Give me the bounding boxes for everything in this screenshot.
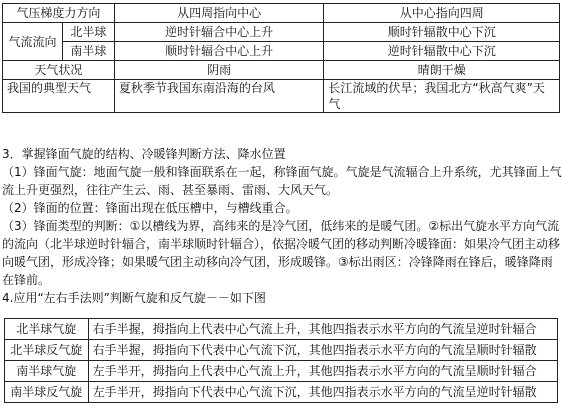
hand-rule-value: 左手半开，拇指向上代表中心气流上升，其他四指表示水平方向的气流呈顺时针辐合 — [88, 361, 557, 382]
typical-anticyclone-cell — [324, 80, 560, 113]
paragraph-1-line-1: （1）锋面气旋：地面气旋一般和锋面联系在一起，称锋面气旋。气旋是气流辐合上升系统，尤其锋面上气 — [2, 165, 562, 179]
north-anticyclone-cell: 顺时针辐散中心下沉 — [324, 23, 560, 42]
north-cyclone-cell: 逆时针辐合中心上升 — [114, 23, 324, 42]
table-row — [3, 42, 560, 61]
hand-rule-table — [4, 318, 558, 403]
table-row — [5, 319, 558, 340]
south-anticyclone-cell: 逆时针辐散中心下沉 — [324, 42, 560, 61]
paragraph-3-line-2: 的流向（北半球逆时针辐合，南半球顺时针辐合），依据冷暖气团的移动判断冷暖锋面：如果冷气团主动移 — [2, 237, 561, 251]
paragraph-3-line-1: （3）锋面类型的判断：①以槽线为界，高纬来的是冷气团，低纬来的是暖气团。②标出气旋水平方向气流 — [2, 219, 560, 233]
header-pressure-gradient: 气压梯度力方向 — [3, 4, 115, 23]
pressure-gradient-table — [2, 3, 560, 113]
table-row — [5, 361, 558, 382]
paragraph-3-line-3: 向暖气团，形成冷锋；如果暖气团主动移向冷气团，形成暖锋。③标出雨区：冷锋降雨在锋后，暖锋降雨 — [2, 255, 553, 269]
hand-rule-value: 左手半开，拇指向下代表中心气流下沉，其他四指表示水平方向的气流呈逆时针辐散 — [88, 382, 557, 403]
hand-rule-value: 右手半握，拇指向下代表中心气流下沉，其他四指表示水平方向的气流呈顺时针辐散 — [88, 340, 557, 361]
hand-rule-value: 右手半握，拇指向上代表中心气流上升，其他四指表示水平方向的气流呈逆时针辐合 — [88, 319, 557, 340]
table-row — [3, 80, 560, 113]
south-cyclone-cell: 顺时针辐合中心上升 — [114, 42, 324, 61]
table-row — [3, 4, 560, 23]
header-inward: 从四周指向中心 — [114, 4, 324, 23]
section-4-title: 4.应用“左右手法则”判断气旋和反气旋－－如下图 — [2, 291, 266, 305]
typical-anticyclone-line1: 长江流域的伏旱；我国北方“秋高气爽”天 — [328, 81, 545, 95]
table-row — [3, 23, 560, 42]
weather-cyclone-cell: 阴雨 — [114, 61, 324, 80]
header-outward: 从中心指向四周 — [324, 4, 560, 23]
paragraph-1-line-2: 流上升更强烈，往往产生云、雨、甚至暴雨、雷雨、大风天气。 — [2, 183, 339, 197]
hand-rule-key: 北半球反气旋 — [5, 340, 89, 361]
hand-rule-key: 北半球气旋 — [5, 319, 89, 340]
paragraph-3-line-4: 在锋前。 — [2, 273, 51, 287]
table-row — [3, 61, 560, 80]
airflow-label: 气流流向 — [3, 23, 63, 61]
table-row — [5, 340, 558, 361]
typical-cyclone-cell: 夏秋季节我国东南沿海的台风 — [114, 80, 324, 113]
hand-rule-key: 南半球气旋 — [5, 361, 89, 382]
north-hemisphere-label: 北半球 — [62, 23, 114, 42]
typical-weather-label: 我国的典型天气 — [3, 80, 115, 113]
weather-label: 天气状况 — [3, 61, 115, 80]
paragraph-2: （2）锋面的位置：锋面出现在低压槽中，与槽线重合。 — [2, 201, 298, 215]
weather-anticyclone-cell: 晴朗干燥 — [324, 61, 560, 80]
section-3 — [2, 145, 560, 307]
section-3-title: 3．掌握锋面气旋的结构、冷暖锋判断方法、降水位置 — [2, 147, 286, 161]
typical-anticyclone-line2: 气 — [328, 97, 341, 111]
hand-rule-key: 南半球反气旋 — [5, 382, 89, 403]
south-hemisphere-label: 南半球 — [62, 42, 114, 61]
table-row — [5, 382, 558, 403]
